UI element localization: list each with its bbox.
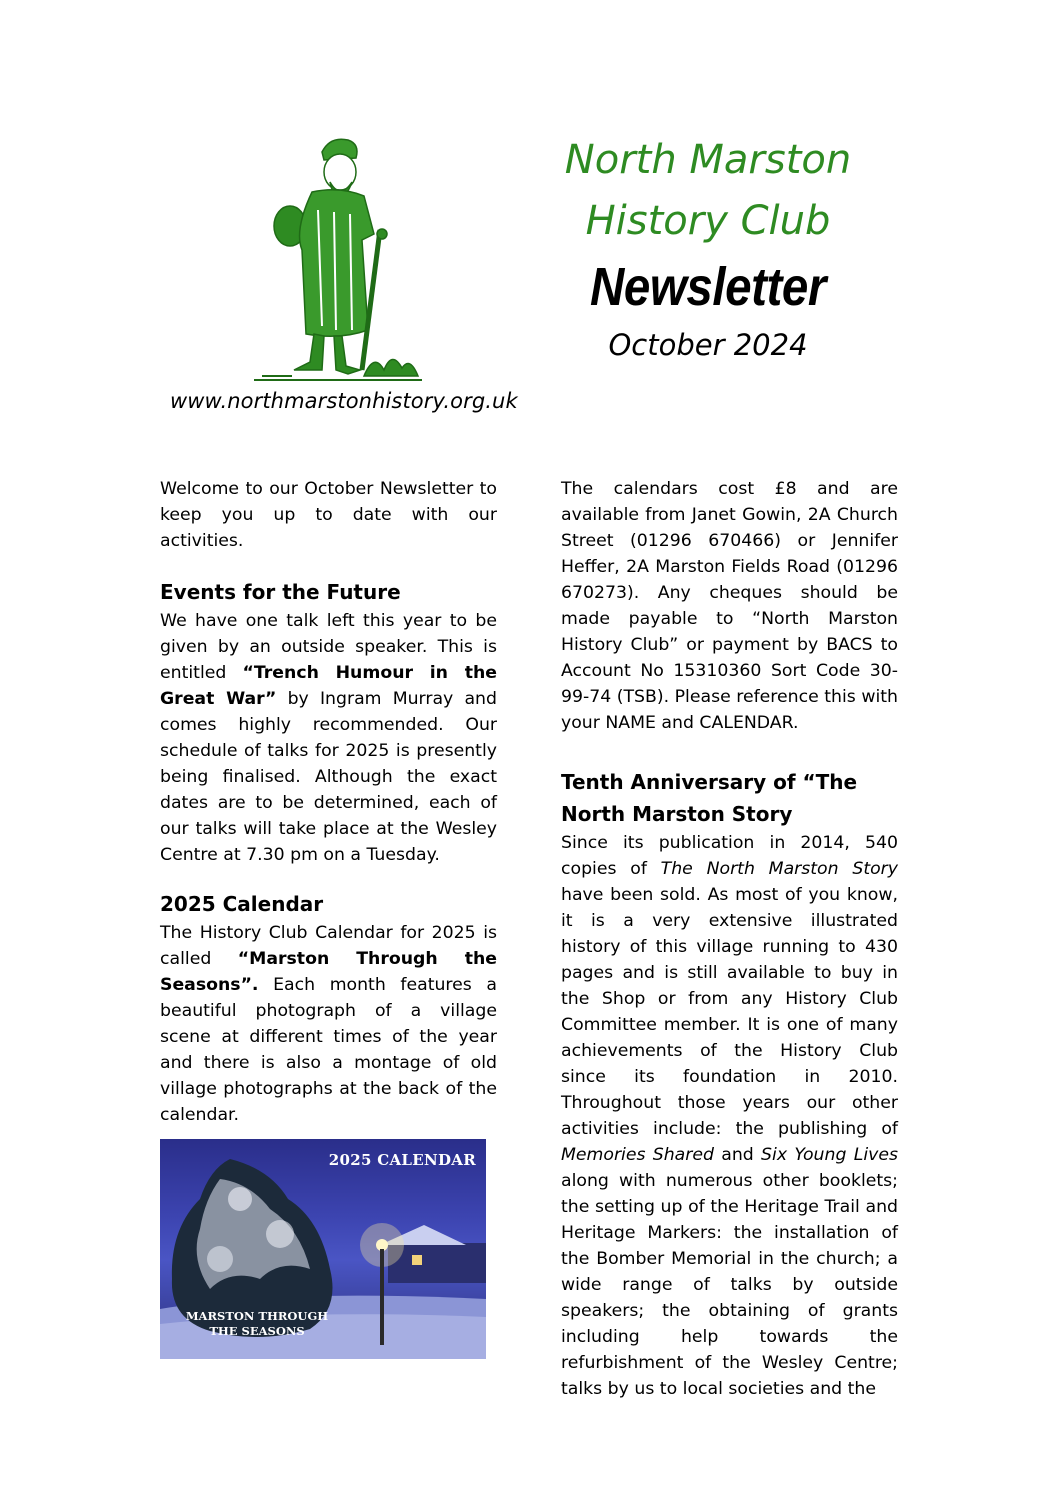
left-column: [160, 476, 497, 1128]
intro-paragraph: Welcome to our October Newsletter to keep you up to date with our activities.: [160, 479, 497, 551]
book-title-memories-shared: Memories Shared: [561, 1145, 714, 1165]
issue-date: October 2024: [608, 328, 808, 362]
book-title-six-young-lives: Six Young Lives: [761, 1145, 898, 1165]
events-paragraph: We have one talk left this year to be given by an outside speaker. This is entitled “Trench Humour in the Great War” by Ingram Murray and comes highly recommended. Our schedule of talks for 2025 is presently being finalised. Although the exact dates are to be determined, each of our talks will take place at the Wesley Centre at 7.30 pm on a Tuesday.: [160, 611, 497, 865]
calendar-paragraph: The History Club Calendar for 2025 is called “Marston Through the Seasons”. Each month features a beautiful photograph of a village scene at different times of the year and there is also a montage of old village photographs at the back of the calendar.: [160, 923, 497, 1125]
title-line-2: History Club: [585, 198, 831, 244]
anniversary-paragraph: Since its publication in 2014, 540 copies of The North Marston Story have been sold. As most of you know, it is a very extensive illustrated history of this village running to 430 pages and is still available to buy in the Shop or from any History Club Committee member. It is one of many achievements of the History Club since its foundation in 2010. Throughout those years our other activities include: the publishing of Memories Shared and Six Young Lives along with numerous other booklets; the setting up of the Heritage Trail and Heritage Markers: the installation of the Bomber Memorial in the church; a wide range of talks by outside speakers; the obtaining of grants including help towards the refurbishment of the Wesley Centre; talks by us to local societies and the: [561, 833, 899, 1399]
book-title-north-marston-story: The North Marston Story: [660, 859, 899, 879]
website-link[interactable]: www.northmarstonhistory.org.uk: [170, 389, 518, 413]
title-line-1: North Marston: [564, 137, 852, 183]
newsletter-title: Newsletter: [590, 257, 826, 317]
events-heading: Events for the Future: [160, 580, 401, 604]
calendar-purchase-paragraph: The calendars cost £8 and are available from Janet Gowin, 2A Church Street (01296 670466) or Jennifer Heffer, 2A Marston Fields Road (01296 670273). Any cheques should be made payable to “North Marston History Club” or payment by BACS to Account No 15310360 Sort Code 30-99-74 (TSB). Please reference this with your NAME and CALENDAR.: [561, 479, 898, 733]
calendar-cover-image: [160, 1139, 486, 1359]
calendar-cover-title: 2025 CALENDAR: [328, 1151, 476, 1169]
pilgrim-woodcut-icon: [252, 130, 424, 382]
right-column: [561, 476, 898, 1402]
talk-title: “Trench Humour in the Great War”: [160, 663, 497, 709]
calendar-cover-caption: MARSTON THROUGH THE SEASONS: [185, 1309, 329, 1338]
calendar-name: “Marston Through the Seasons”.: [160, 949, 497, 995]
anniversary-heading: Tenth Anniversary of “The North Marston Story: [561, 770, 858, 826]
calendar-heading: 2025 Calendar: [160, 892, 324, 916]
